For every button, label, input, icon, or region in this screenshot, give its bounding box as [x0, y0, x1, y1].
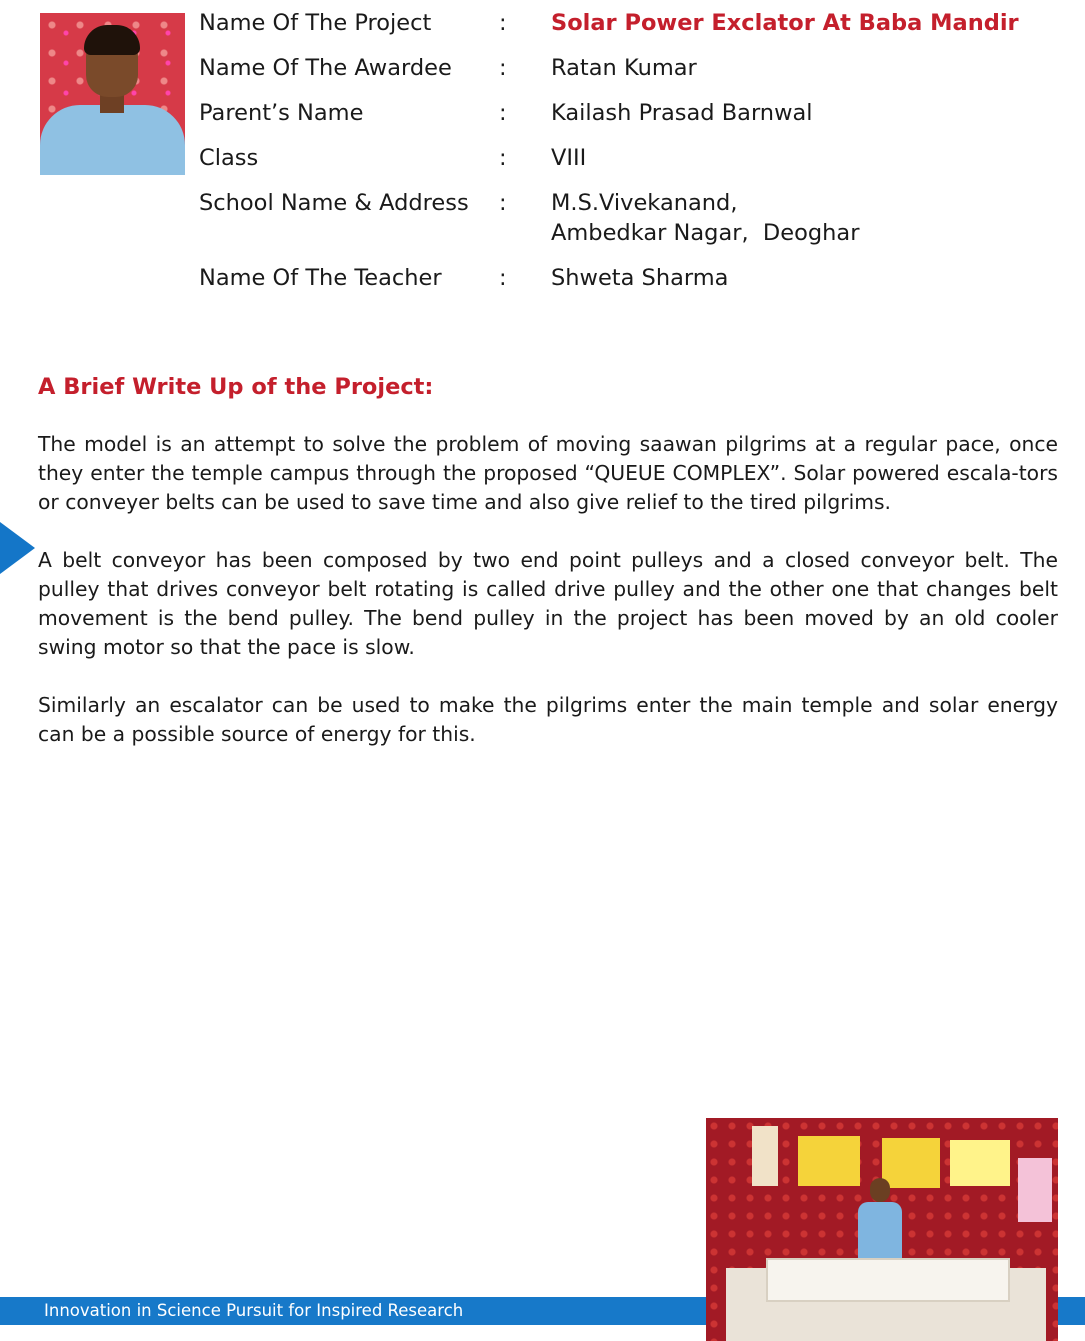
project-exhibit-photo: [706, 1118, 1058, 1341]
info-row-teacher: [199, 263, 1069, 308]
info-separator: :: [499, 100, 507, 126]
writeup-paragraph: The model is an attempt to solve the problem of moving saawan pilgrims at a regular pace, once they enter the temple campus through the proposed “QUEUE COMPLEX”. Solar powered escala-tors or conveyer belts can be used to save time and also give relief to the tired pilgrims.: [38, 432, 1058, 514]
teacher-name-value: Shweta Sharma: [551, 265, 729, 291]
awardee-info-table: [199, 8, 1069, 308]
info-separator: :: [499, 190, 507, 216]
parent-name-value: Kailash Prasad Barnwal: [551, 100, 813, 126]
info-row-project: [199, 8, 1069, 53]
school-address-line: Ambedkar Nagar, Deoghar: [551, 220, 860, 246]
info-separator: :: [499, 55, 507, 81]
info-separator: :: [499, 10, 507, 36]
info-label: Name Of The Project: [199, 10, 432, 36]
writeup-heading: A Brief Write Up of the Project:: [38, 374, 434, 400]
info-separator: :: [499, 265, 507, 291]
writeup-paragraph: Similarly an escalator can be used to make the pilgrims enter the main temple and solar energy can be a possible source of energy for this.: [38, 693, 1058, 746]
info-label: Name Of The Teacher: [199, 265, 442, 291]
project-name-value: Solar Power Exclator At Baba Mandir: [551, 10, 1019, 36]
school-value: [551, 188, 1069, 263]
info-separator: :: [499, 145, 507, 171]
info-row-awardee: [199, 53, 1069, 98]
writeup-body: [38, 430, 1058, 778]
class-value: VIII: [551, 145, 587, 171]
info-label: Parent’s Name: [199, 100, 364, 126]
info-label: Name Of The Awardee: [199, 55, 452, 81]
awardee-photo: [40, 13, 185, 175]
writeup-paragraph: A belt conveyor has been composed by two end point pulleys and a closed conveyor belt. The pulley that drives conveyor belt rotating is called drive pulley and the other one that changes belt movement is the bend pulley. The bend pulley in the project has been moved by an old cooler swing motor so that the pace is slow.: [38, 548, 1058, 659]
info-label: School Name & Address: [199, 190, 469, 216]
footer-tagline: Innovation in Science Pursuit for Inspired Research: [44, 1301, 464, 1320]
info-label: Class: [199, 145, 259, 171]
school-name-line: M.S.Vivekanand,: [551, 190, 738, 216]
awardee-name-value: Ratan Kumar: [551, 55, 697, 81]
page-marker-arrow-icon: [0, 522, 35, 574]
info-row-class: [199, 143, 1069, 188]
info-row-school: [199, 188, 1069, 263]
info-row-parent: [199, 98, 1069, 143]
